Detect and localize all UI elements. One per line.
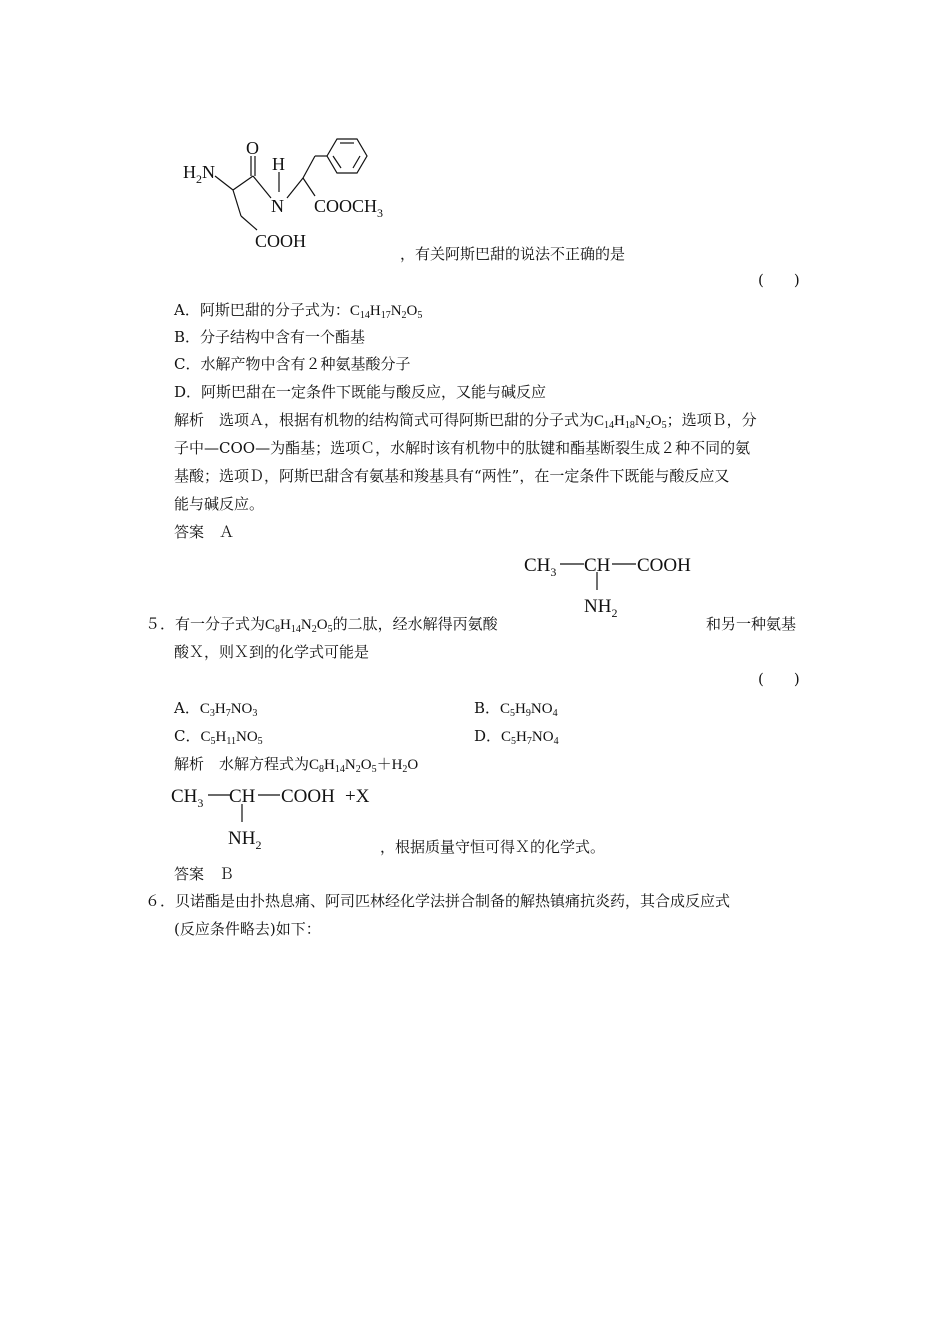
q5-option-d: D．$C_5H_7NO_4$ [474, 727, 559, 747]
q5-answer-paren: ( ) [758, 670, 800, 688]
q5-analysis-tail: ，根据质量守恒可得Ｘ的化学式。 [380, 838, 606, 856]
cooch3-label: $COOCH_3$ [314, 196, 384, 220]
alanine-cooh: COOH [637, 555, 691, 576]
q5-option-a: A．$C_3H_7NO_3$ [174, 699, 258, 719]
eq-nh2: $NH_2$ [228, 828, 262, 852]
eq-plus-x: +X [345, 786, 370, 807]
q5-analysis-formula: $C_8H_{14}N_2O_5+H_2O$ [309, 757, 419, 775]
eq-ch3: $CH_3$ [171, 786, 204, 810]
q4-analysis-line4: 能与碱反应。 [174, 495, 265, 513]
amide-h-label: H [272, 154, 285, 174]
hydrolysis-equation [168, 780, 398, 855]
q4-stem-tail: ，有关阿斯巴甜的说法不正确的是 [400, 245, 626, 263]
carbonyl-o-label: O [246, 138, 259, 158]
q4-answer: 答案 Ａ [174, 523, 235, 541]
q4-answer-paren: ( ) [758, 271, 800, 289]
q4-option-a-formula: $C_{14}H_{17}N_2O_5$ [349, 303, 423, 321]
q5-stem-formula: $C_8H_{14}N_2O_5$ [265, 617, 333, 635]
q5-option-b: B．$C_5H_9NO_4$ [474, 699, 558, 719]
q5-answer: 答案 Ｂ [174, 865, 235, 883]
eq-cooh: COOH [281, 786, 335, 807]
h2n-label: $H_2N$ [183, 162, 215, 186]
q5-stem-line1-c: 和另一种氨基 [706, 615, 797, 633]
q4-option-c: C．水解产物中含有２种氨基酸分子 [174, 355, 411, 373]
q6-line1: ６．贝诺酯是由扑热息痛、阿司匹林经化学法拼合制备的解热镇痛抗炎药，其合成反应式 [145, 892, 731, 910]
alanine-ch3: $CH_3$ [524, 555, 557, 579]
q4-analysis-line2: 子中—COO—为酯基；选项Ｃ，水解时该有机物中的肽键和酯基断裂生成２种不同的氨 [174, 439, 751, 457]
aspartame-structure [175, 130, 415, 255]
q4-analysis-line1: 解析 选项Ａ，根据有机物的结构简式可得阿斯巴甜的分子式为$C_{14}H_{18}N_2O_5$；选项Ｂ，分 [174, 411, 757, 431]
eq-ch: CH [229, 786, 256, 807]
alanine-structure [520, 550, 720, 625]
q4-analysis-line3: 基酸；选项Ｄ，阿斯巴甜含有氨基和羧基具有“两性”，在一定条件下既能与酸反应又 [174, 467, 730, 485]
q4-analysis-formula: $C_{14}H_{18}N_2O_5$ [594, 413, 667, 431]
amide-n-label: N [271, 196, 284, 216]
alanine-ch: CH [584, 555, 611, 576]
q4-option-b: B．分子结构中含有一个酯基 [174, 328, 366, 346]
q4-option-a: A．阿斯巴甜的分子式为：$C_{14}H_{17}N_2O_5$ [174, 301, 423, 321]
q6-line2: (反应条件略去)如下： [174, 920, 321, 938]
cooh-label: COOH [255, 231, 307, 251]
q5-analysis-line1: 解析 水解方程式为$C_8H_{14}N_2O_5+H_2O$ [174, 755, 419, 775]
q5-option-c: C．$C_5H_{11}NO_5$ [174, 727, 263, 747]
q5-stem-line2: 酸Ｘ，则Ｘ到的化学式可能是 [174, 643, 370, 661]
q5-stem-line1-a: ５．有一分子式为$C_8H_{14}N_2O_5$的二肽，经水解得丙氨酸 [145, 615, 498, 635]
q4-option-d: D．阿斯巴甜在一定条件下既能与酸反应，又能与碱反应 [174, 383, 547, 401]
alanine-nh2: $NH_2$ [584, 596, 618, 620]
